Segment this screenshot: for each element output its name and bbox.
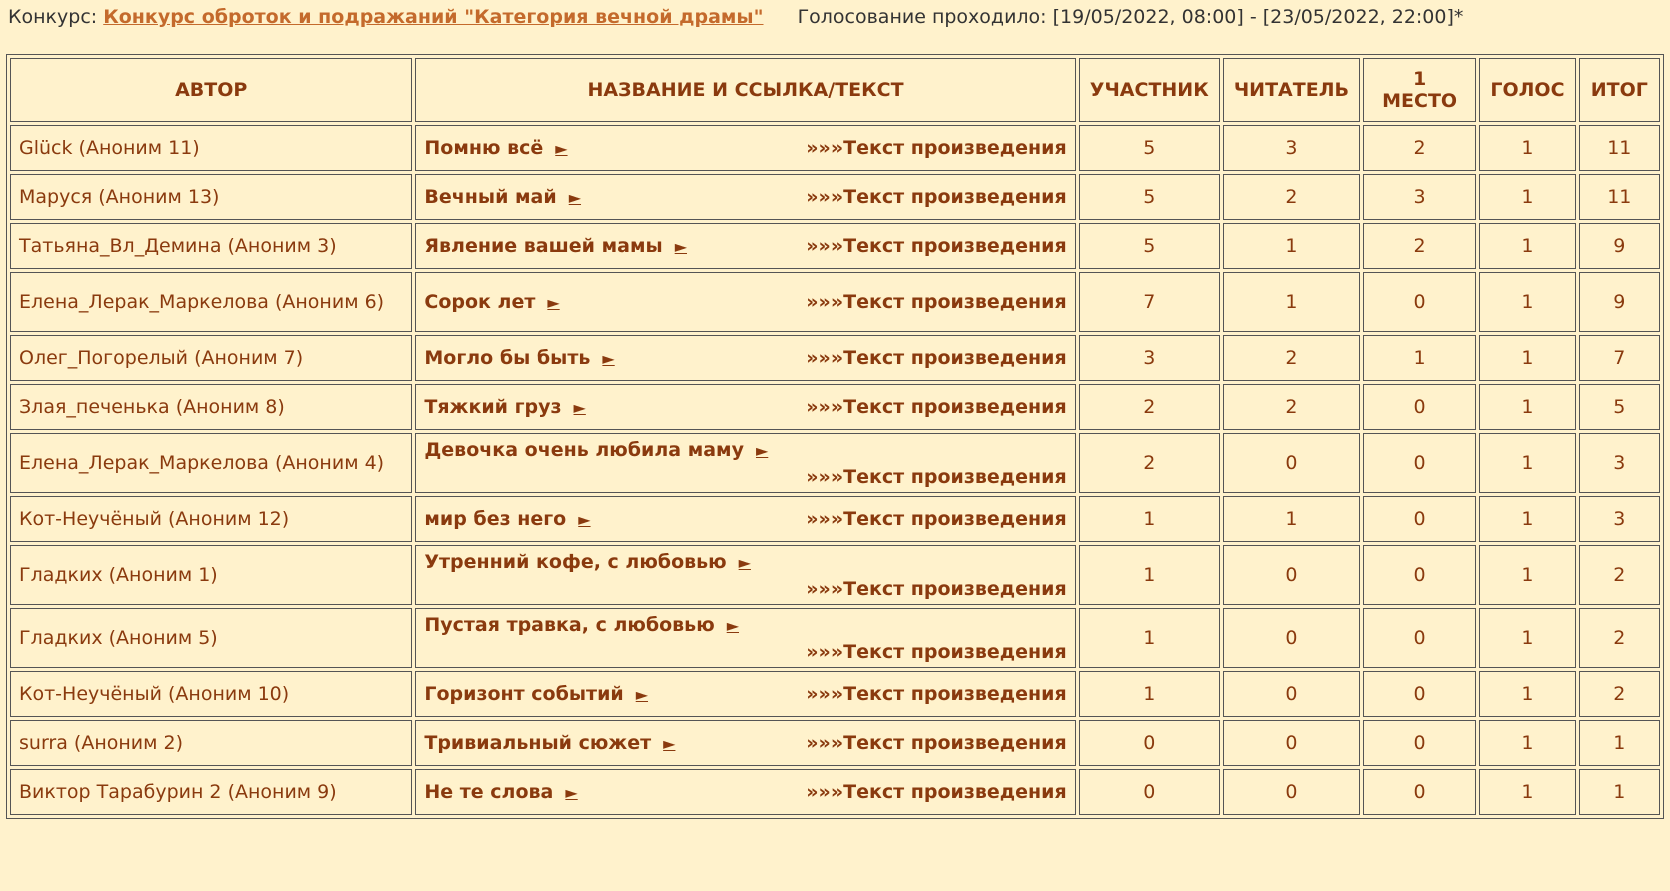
total-score: 7 <box>1579 335 1660 381</box>
participant-score: 5 <box>1079 223 1220 269</box>
participant-score: 1 <box>1079 608 1220 668</box>
participant-score: 7 <box>1079 272 1220 332</box>
play-arrow-icon[interactable]: ► <box>663 733 676 753</box>
vote-score: 1 <box>1479 384 1575 430</box>
author-cell: Glück (Аноним 11) <box>10 125 412 171</box>
title-cell <box>415 496 1075 542</box>
work-title: Сорок лет <box>424 290 536 313</box>
play-arrow-icon[interactable]: ► <box>738 552 751 572</box>
text-link[interactable]: »»»Текст произведения <box>806 731 1067 754</box>
vote-score: 1 <box>1479 223 1575 269</box>
vote-score: 1 <box>1479 720 1575 766</box>
text-link[interactable]: »»»Текст произведения <box>806 465 1067 488</box>
total-score: 2 <box>1579 608 1660 668</box>
play-arrow-icon[interactable]: ► <box>555 138 568 158</box>
text-link[interactable]: »»»Текст произведения <box>806 185 1067 208</box>
play-arrow-icon[interactable]: ► <box>547 292 560 312</box>
contest-label: Конкурс: <box>8 6 98 28</box>
vote-score: 1 <box>1479 671 1575 717</box>
title-cell <box>415 433 1075 493</box>
vote-score: 1 <box>1479 272 1575 332</box>
reader-score: 2 <box>1223 335 1360 381</box>
work-title: Девочка очень любила маму <box>424 438 744 461</box>
reader-score: 1 <box>1223 272 1360 332</box>
table-row <box>10 174 1660 220</box>
total-score: 11 <box>1579 174 1660 220</box>
first-place-score: 3 <box>1363 174 1476 220</box>
reader-score: 1 <box>1223 496 1360 542</box>
table-row <box>10 125 1660 171</box>
results-table-wrapper <box>6 54 1664 819</box>
text-link[interactable]: »»»Текст произведения <box>806 640 1067 663</box>
title-cell <box>415 608 1075 668</box>
column-header-title: НАЗВАНИЕ И ССЫЛКА/ТЕКСТ <box>415 58 1075 122</box>
first-place-score: 0 <box>1363 272 1476 332</box>
play-arrow-icon[interactable]: ► <box>578 509 591 529</box>
reader-score: 3 <box>1223 125 1360 171</box>
work-title: Горизонт событий <box>424 682 624 705</box>
reader-score: 0 <box>1223 720 1360 766</box>
table-row <box>10 384 1660 430</box>
table-row <box>10 223 1660 269</box>
title-cell <box>415 545 1075 605</box>
column-header-participant: УЧАСТНИК <box>1079 58 1220 122</box>
author-cell: Олег_Погорелый (Аноним 7) <box>10 335 412 381</box>
total-score: 3 <box>1579 433 1660 493</box>
total-score: 5 <box>1579 384 1660 430</box>
column-header-reader: ЧИТАТЕЛЬ <box>1223 58 1360 122</box>
author-cell: Маруся (Аноним 13) <box>10 174 412 220</box>
work-title: Тривиальный сюжет <box>424 731 652 754</box>
play-arrow-icon[interactable]: ► <box>755 440 769 460</box>
participant-score: 1 <box>1079 496 1220 542</box>
table-row <box>10 671 1660 717</box>
work-title: Явление вашей мамы <box>424 234 663 257</box>
play-arrow-icon[interactable]: ► <box>726 615 739 635</box>
first-place-word: МЕСТО <box>1382 90 1458 112</box>
author-cell: surra (Аноним 2) <box>10 720 412 766</box>
author-cell: Виктор Тарабурин 2 (Аноним 9) <box>10 769 412 815</box>
text-link[interactable]: »»»Текст произведения <box>806 780 1067 803</box>
author-cell: Злая_печенька (Аноним 8) <box>10 384 412 430</box>
first-place-score: 2 <box>1363 125 1476 171</box>
play-arrow-icon[interactable]: ► <box>602 348 615 368</box>
first-place-score: 0 <box>1363 433 1476 493</box>
voting-period: Голосование проходило: [19/05/2022, 08:00] - [23/05/2022, 22:00]* <box>797 6 1464 28</box>
play-arrow-icon[interactable]: ► <box>635 684 649 704</box>
participant-score: 5 <box>1079 125 1220 171</box>
first-place-score: 0 <box>1363 769 1476 815</box>
title-cell <box>415 272 1075 332</box>
title-cell <box>415 769 1075 815</box>
table-row <box>10 720 1660 766</box>
reader-score: 0 <box>1223 433 1360 493</box>
participant-score: 3 <box>1079 335 1220 381</box>
reader-score: 0 <box>1223 608 1360 668</box>
author-cell: Татьяна_Вл_Демина (Аноним 3) <box>10 223 412 269</box>
author-cell: Елена_Лерак_Маркелова (Аноним 6) <box>10 272 412 332</box>
first-place-score: 0 <box>1363 545 1476 605</box>
vote-score: 1 <box>1479 125 1575 171</box>
total-score: 11 <box>1579 125 1660 171</box>
total-score: 2 <box>1579 671 1660 717</box>
text-link[interactable]: »»»Текст произведения <box>806 682 1067 705</box>
total-score: 1 <box>1579 720 1660 766</box>
text-link[interactable]: »»»Текст произведения <box>806 290 1067 313</box>
title-cell <box>415 223 1075 269</box>
title-cell <box>415 384 1075 430</box>
total-score: 9 <box>1579 223 1660 269</box>
vote-score: 1 <box>1479 433 1575 493</box>
author-cell: Кот-Неучёный (Аноним 10) <box>10 671 412 717</box>
play-arrow-icon[interactable]: ► <box>568 187 582 207</box>
contest-header <box>8 6 1463 30</box>
author-cell: Елена_Лерак_Маркелова (Аноним 4) <box>10 433 412 493</box>
column-header-first-place <box>1363 58 1476 122</box>
total-score: 2 <box>1579 545 1660 605</box>
vote-score: 1 <box>1479 335 1575 381</box>
table-row <box>10 272 1660 332</box>
participant-score: 2 <box>1079 433 1220 493</box>
table-row <box>10 608 1660 668</box>
play-arrow-icon[interactable]: ► <box>565 782 578 802</box>
table-row <box>10 335 1660 381</box>
reader-score: 2 <box>1223 174 1360 220</box>
column-header-total: ИТОГ <box>1579 58 1660 122</box>
first-place-score: 2 <box>1363 223 1476 269</box>
text-link[interactable]: »»»Текст произведения <box>806 136 1067 159</box>
table-header-row <box>10 58 1660 122</box>
reader-score: 2 <box>1223 384 1360 430</box>
table-row <box>10 496 1660 542</box>
author-cell: Кот-Неучёный (Аноним 12) <box>10 496 412 542</box>
total-score: 3 <box>1579 496 1660 542</box>
work-title: Пустая травка, с любовью <box>424 613 715 636</box>
work-title: Не те слова <box>424 780 554 803</box>
participant-score: 5 <box>1079 174 1220 220</box>
total-score: 1 <box>1579 769 1660 815</box>
column-header-author: АВТОР <box>10 58 412 122</box>
reader-score: 0 <box>1223 769 1360 815</box>
vote-score: 1 <box>1479 496 1575 542</box>
participant-score: 0 <box>1079 720 1220 766</box>
title-cell <box>415 335 1075 381</box>
participant-score: 2 <box>1079 384 1220 430</box>
first-place-number: 1 <box>1412 68 1427 90</box>
title-cell <box>415 720 1075 766</box>
reader-score: 0 <box>1223 671 1360 717</box>
table-row <box>10 545 1660 605</box>
work-title: мир без него <box>424 507 567 530</box>
participant-score: 1 <box>1079 671 1220 717</box>
first-place-score: 0 <box>1363 496 1476 542</box>
column-header-vote: ГОЛОС <box>1479 58 1575 122</box>
participant-score: 1 <box>1079 545 1220 605</box>
total-score: 9 <box>1579 272 1660 332</box>
title-cell <box>415 125 1075 171</box>
work-title: Утренний кофе, с любовью <box>424 550 727 573</box>
first-place-score: 0 <box>1363 720 1476 766</box>
first-place-score: 0 <box>1363 384 1476 430</box>
vote-score: 1 <box>1479 769 1575 815</box>
table-row <box>10 769 1660 815</box>
vote-score: 1 <box>1479 608 1575 668</box>
text-link[interactable]: »»»Текст произведения <box>806 577 1067 600</box>
vote-score: 1 <box>1479 174 1575 220</box>
author-cell: Гладких (Аноним 5) <box>10 608 412 668</box>
results-table <box>6 54 1664 819</box>
play-arrow-icon[interactable]: ► <box>573 397 586 417</box>
contest-link[interactable]: Конкурс оброток и подражаний "Категория вечной драмы" <box>103 6 764 28</box>
text-link[interactable]: »»»Текст произведения <box>806 507 1067 530</box>
text-link[interactable]: »»»Текст произведения <box>806 234 1067 257</box>
text-link[interactable]: »»»Текст произведения <box>806 395 1067 418</box>
first-place-score: 0 <box>1363 671 1476 717</box>
work-title: Тяжкий груз <box>424 395 562 418</box>
title-cell <box>415 174 1075 220</box>
author-cell: Гладких (Аноним 1) <box>10 545 412 605</box>
first-place-score: 0 <box>1363 608 1476 668</box>
text-link[interactable]: »»»Текст произведения <box>806 346 1067 369</box>
reader-score: 0 <box>1223 545 1360 605</box>
play-arrow-icon[interactable]: ► <box>674 236 687 256</box>
work-title: Могло бы быть <box>424 346 591 369</box>
title-cell <box>415 671 1075 717</box>
participant-score: 0 <box>1079 769 1220 815</box>
table-row <box>10 433 1660 493</box>
vote-score: 1 <box>1479 545 1575 605</box>
first-place-score: 1 <box>1363 335 1476 381</box>
work-title: Помню всё <box>424 136 544 159</box>
reader-score: 1 <box>1223 223 1360 269</box>
work-title: Вечный май <box>424 185 557 208</box>
